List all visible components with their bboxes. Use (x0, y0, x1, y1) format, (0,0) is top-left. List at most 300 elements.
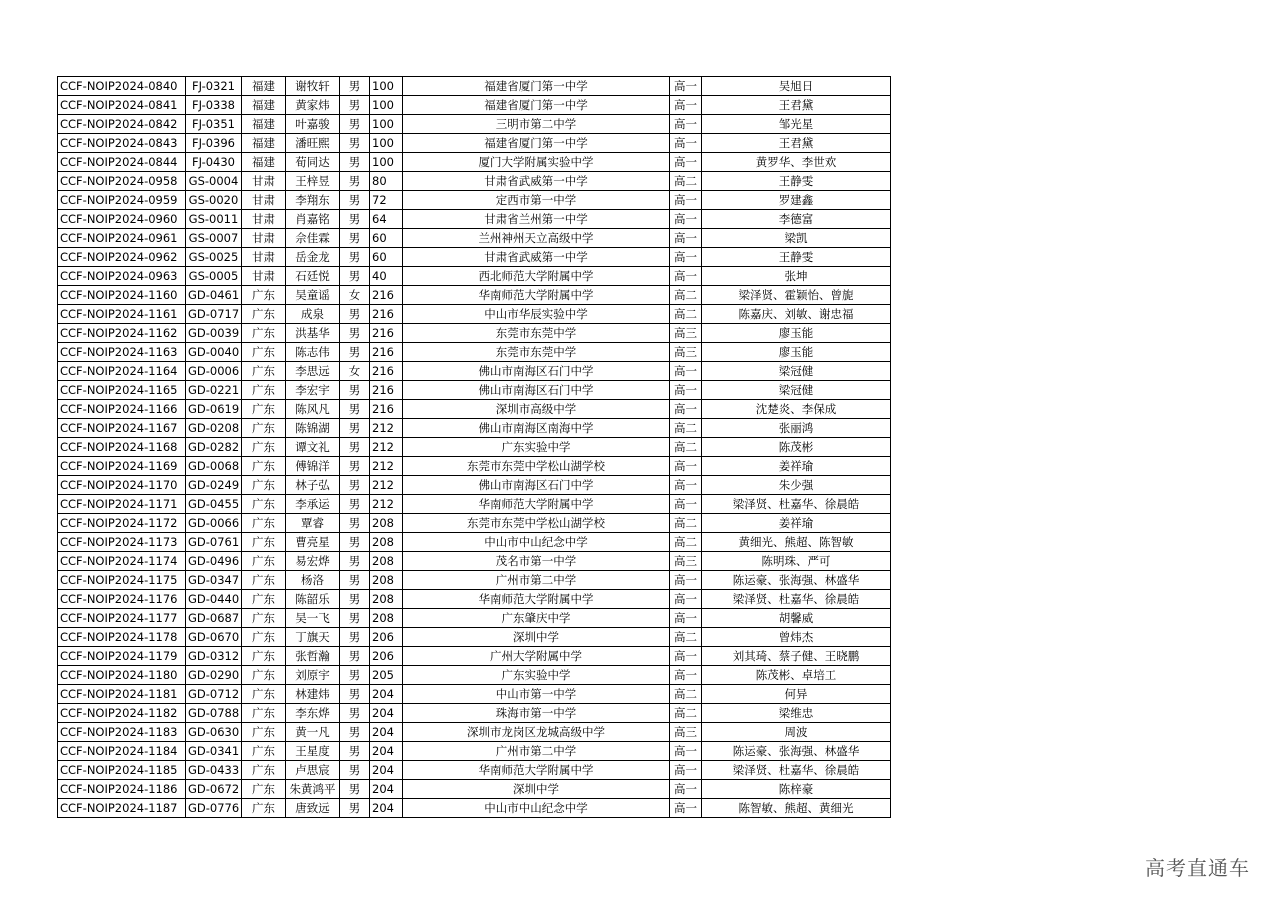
coach-cell: 邹光星 (702, 115, 891, 134)
student-name-cell: 丁旗天 (286, 628, 340, 647)
contestant-id-cell: CCF-NOIP2024-0962 (58, 248, 186, 267)
school-cell: 甘肃省兰州第一中学 (403, 210, 670, 229)
score-cell: 216 (370, 400, 403, 419)
gender-cell: 男 (340, 134, 370, 153)
registration-code-cell: GS-0007 (186, 229, 242, 248)
table-row (58, 134, 891, 153)
contestant-id-cell: CCF-NOIP2024-1169 (58, 457, 186, 476)
school-cell: 广州市第二中学 (403, 571, 670, 590)
gender-cell: 男 (340, 267, 370, 286)
grade-cell: 高一 (670, 400, 702, 419)
grade-cell: 高一 (670, 210, 702, 229)
grade-cell: 高二 (670, 286, 702, 305)
student-name-cell: 易宏烨 (286, 552, 340, 571)
coach-cell: 梁泽贤、杜嘉华、徐晨皓 (702, 495, 891, 514)
coach-cell: 周波 (702, 723, 891, 742)
school-cell: 珠海市第一中学 (403, 704, 670, 723)
gender-cell: 男 (340, 628, 370, 647)
school-cell: 中山市中山纪念中学 (403, 799, 670, 818)
school-cell: 东莞市东莞中学 (403, 343, 670, 362)
grade-cell: 高一 (670, 799, 702, 818)
province-cell: 广东 (242, 514, 286, 533)
coach-cell: 沈楚炎、李保成 (702, 400, 891, 419)
coach-cell: 陈智敏、熊超、黄细光 (702, 799, 891, 818)
registration-code-cell: GD-0312 (186, 647, 242, 666)
province-cell: 福建 (242, 153, 286, 172)
table-row (58, 172, 891, 191)
gender-cell: 男 (340, 780, 370, 799)
gender-cell: 男 (340, 153, 370, 172)
contestant-id-cell: CCF-NOIP2024-1171 (58, 495, 186, 514)
coach-cell: 姜祥瑜 (702, 457, 891, 476)
grade-cell: 高一 (670, 590, 702, 609)
score-cell: 204 (370, 685, 403, 704)
grade-cell: 高一 (670, 647, 702, 666)
school-cell: 福建省厦门第一中学 (403, 134, 670, 153)
score-cell: 212 (370, 476, 403, 495)
contestant-id-cell: CCF-NOIP2024-1181 (58, 685, 186, 704)
registration-code-cell: FJ-0430 (186, 153, 242, 172)
province-cell: 广东 (242, 419, 286, 438)
school-cell: 茂名市第一中学 (403, 552, 670, 571)
school-cell: 中山市中山纪念中学 (403, 533, 670, 552)
registration-code-cell: GS-0004 (186, 172, 242, 191)
student-name-cell: 陈风凡 (286, 400, 340, 419)
registration-code-cell: GD-0039 (186, 324, 242, 343)
student-name-cell: 李东烨 (286, 704, 340, 723)
gender-cell: 男 (340, 419, 370, 438)
province-cell: 福建 (242, 115, 286, 134)
contestant-id-cell: CCF-NOIP2024-1177 (58, 609, 186, 628)
province-cell: 广东 (242, 305, 286, 324)
coach-cell: 廖玉能 (702, 324, 891, 343)
gender-cell: 男 (340, 723, 370, 742)
score-cell: 60 (370, 248, 403, 267)
contestant-id-cell: CCF-NOIP2024-1174 (58, 552, 186, 571)
gender-cell: 男 (340, 647, 370, 666)
student-name-cell: 曹亮星 (286, 533, 340, 552)
score-cell: 208 (370, 552, 403, 571)
gender-cell: 女 (340, 362, 370, 381)
score-cell: 216 (370, 286, 403, 305)
school-cell: 深圳中学 (403, 628, 670, 647)
coach-cell: 罗建鑫 (702, 191, 891, 210)
registration-code-cell: GD-0341 (186, 742, 242, 761)
registration-code-cell: GD-0068 (186, 457, 242, 476)
grade-cell: 高二 (670, 419, 702, 438)
coach-cell: 吴旭日 (702, 77, 891, 96)
school-cell: 中山市华辰实验中学 (403, 305, 670, 324)
student-name-cell: 荀同达 (286, 153, 340, 172)
registration-code-cell: GD-0249 (186, 476, 242, 495)
province-cell: 甘肃 (242, 229, 286, 248)
student-name-cell: 陈韶乐 (286, 590, 340, 609)
contestant-id-cell: CCF-NOIP2024-0958 (58, 172, 186, 191)
table-row (58, 400, 891, 419)
school-cell: 佛山市南海区石门中学 (403, 381, 670, 400)
school-cell: 华南师范大学附属中学 (403, 761, 670, 780)
grade-cell: 高二 (670, 533, 702, 552)
grade-cell: 高二 (670, 438, 702, 457)
school-cell: 华南师范大学附属中学 (403, 495, 670, 514)
table-row (58, 780, 891, 799)
contestant-id-cell: CCF-NOIP2024-1168 (58, 438, 186, 457)
contestant-id-cell: CCF-NOIP2024-0840 (58, 77, 186, 96)
registration-code-cell: GS-0025 (186, 248, 242, 267)
gender-cell: 男 (340, 552, 370, 571)
contestant-id-cell: CCF-NOIP2024-1179 (58, 647, 186, 666)
grade-cell: 高一 (670, 761, 702, 780)
results-table-body (58, 77, 891, 818)
grade-cell: 高一 (670, 134, 702, 153)
grade-cell: 高一 (670, 191, 702, 210)
province-cell: 广东 (242, 286, 286, 305)
score-cell: 204 (370, 704, 403, 723)
score-cell: 212 (370, 457, 403, 476)
grade-cell: 高一 (670, 476, 702, 495)
student-name-cell: 叶嘉骏 (286, 115, 340, 134)
grade-cell: 高三 (670, 723, 702, 742)
gender-cell: 男 (340, 533, 370, 552)
results-table (57, 76, 891, 818)
score-cell: 216 (370, 381, 403, 400)
contestant-id-cell: CCF-NOIP2024-1184 (58, 742, 186, 761)
student-name-cell: 卢思宸 (286, 761, 340, 780)
registration-code-cell: FJ-0338 (186, 96, 242, 115)
school-cell: 甘肃省武威第一中学 (403, 172, 670, 191)
registration-code-cell: GD-0672 (186, 780, 242, 799)
province-cell: 甘肃 (242, 248, 286, 267)
contestant-id-cell: CCF-NOIP2024-0960 (58, 210, 186, 229)
gender-cell: 男 (340, 457, 370, 476)
province-cell: 广东 (242, 666, 286, 685)
school-cell: 定西市第一中学 (403, 191, 670, 210)
gender-cell: 男 (340, 305, 370, 324)
table-row (58, 666, 891, 685)
table-row (58, 552, 891, 571)
gender-cell: 男 (340, 476, 370, 495)
grade-cell: 高一 (670, 362, 702, 381)
province-cell: 福建 (242, 77, 286, 96)
coach-cell: 刘其琦、蔡子健、王晓鹏 (702, 647, 891, 666)
province-cell: 甘肃 (242, 267, 286, 286)
score-cell: 208 (370, 514, 403, 533)
table-row (58, 96, 891, 115)
table-row (58, 590, 891, 609)
contestant-id-cell: CCF-NOIP2024-1180 (58, 666, 186, 685)
student-name-cell: 吴童谣 (286, 286, 340, 305)
student-name-cell: 黄一凡 (286, 723, 340, 742)
score-cell: 100 (370, 96, 403, 115)
school-cell: 深圳市龙岗区龙城高级中学 (403, 723, 670, 742)
province-cell: 广东 (242, 438, 286, 457)
contestant-id-cell: CCF-NOIP2024-1160 (58, 286, 186, 305)
table-row (58, 305, 891, 324)
grade-cell: 高一 (670, 248, 702, 267)
gender-cell: 男 (340, 210, 370, 229)
table-row (58, 495, 891, 514)
score-cell: 80 (370, 172, 403, 191)
student-name-cell: 石廷悦 (286, 267, 340, 286)
registration-code-cell: FJ-0321 (186, 77, 242, 96)
grade-cell: 高三 (670, 324, 702, 343)
score-cell: 204 (370, 761, 403, 780)
grade-cell: 高一 (670, 267, 702, 286)
table-row (58, 476, 891, 495)
grade-cell: 高一 (670, 96, 702, 115)
table-row (58, 438, 891, 457)
grade-cell: 高一 (670, 153, 702, 172)
registration-code-cell: GD-0040 (186, 343, 242, 362)
grade-cell: 高一 (670, 495, 702, 514)
registration-code-cell: GD-0066 (186, 514, 242, 533)
table-row (58, 761, 891, 780)
coach-cell: 曾炜杰 (702, 628, 891, 647)
coach-cell: 陈梓豪 (702, 780, 891, 799)
registration-code-cell: GD-0630 (186, 723, 242, 742)
registration-code-cell: FJ-0396 (186, 134, 242, 153)
table-row (58, 286, 891, 305)
student-name-cell: 杨洛 (286, 571, 340, 590)
coach-cell: 何异 (702, 685, 891, 704)
grade-cell: 高一 (670, 571, 702, 590)
table-row (58, 267, 891, 286)
score-cell: 208 (370, 571, 403, 590)
student-name-cell: 林建炜 (286, 685, 340, 704)
coach-cell: 陈明珠、严可 (702, 552, 891, 571)
grade-cell: 高二 (670, 305, 702, 324)
grade-cell: 高二 (670, 704, 702, 723)
table-row (58, 647, 891, 666)
gender-cell: 男 (340, 666, 370, 685)
province-cell: 广东 (242, 685, 286, 704)
grade-cell: 高一 (670, 115, 702, 134)
score-cell: 100 (370, 153, 403, 172)
gender-cell: 男 (340, 571, 370, 590)
gender-cell: 男 (340, 438, 370, 457)
table-row (58, 324, 891, 343)
coach-cell: 陈运豪、张海强、林盛华 (702, 742, 891, 761)
score-cell: 206 (370, 628, 403, 647)
score-cell: 208 (370, 590, 403, 609)
score-cell: 100 (370, 115, 403, 134)
student-name-cell: 岳金龙 (286, 248, 340, 267)
contestant-id-cell: CCF-NOIP2024-1186 (58, 780, 186, 799)
student-name-cell: 黄家炜 (286, 96, 340, 115)
score-cell: 204 (370, 799, 403, 818)
registration-code-cell: GD-0461 (186, 286, 242, 305)
registration-code-cell: GD-0717 (186, 305, 242, 324)
coach-cell: 陈茂彬、卓培工 (702, 666, 891, 685)
contestant-id-cell: CCF-NOIP2024-1167 (58, 419, 186, 438)
province-cell: 广东 (242, 533, 286, 552)
school-cell: 广东实验中学 (403, 666, 670, 685)
province-cell: 甘肃 (242, 191, 286, 210)
grade-cell: 高一 (670, 742, 702, 761)
score-cell: 206 (370, 647, 403, 666)
student-name-cell: 李翔东 (286, 191, 340, 210)
school-cell: 广州大学附属中学 (403, 647, 670, 666)
contestant-id-cell: CCF-NOIP2024-1166 (58, 400, 186, 419)
score-cell: 72 (370, 191, 403, 210)
contestant-id-cell: CCF-NOIP2024-1165 (58, 381, 186, 400)
gender-cell: 男 (340, 77, 370, 96)
gender-cell: 男 (340, 115, 370, 134)
student-name-cell: 洪基华 (286, 324, 340, 343)
coach-cell: 张丽鸿 (702, 419, 891, 438)
school-cell: 西北师范大学附属中学 (403, 267, 670, 286)
registration-code-cell: GD-0619 (186, 400, 242, 419)
school-cell: 佛山市南海区石门中学 (403, 476, 670, 495)
school-cell: 深圳市高级中学 (403, 400, 670, 419)
score-cell: 204 (370, 723, 403, 742)
contestant-id-cell: CCF-NOIP2024-1164 (58, 362, 186, 381)
coach-cell: 梁凯 (702, 229, 891, 248)
grade-cell: 高二 (670, 514, 702, 533)
coach-cell: 梁泽贤、杜嘉华、徐晨皓 (702, 590, 891, 609)
grade-cell: 高一 (670, 609, 702, 628)
contestant-id-cell: CCF-NOIP2024-1175 (58, 571, 186, 590)
score-cell: 60 (370, 229, 403, 248)
student-name-cell: 唐致远 (286, 799, 340, 818)
table-row (58, 210, 891, 229)
province-cell: 广东 (242, 590, 286, 609)
coach-cell: 张坤 (702, 267, 891, 286)
score-cell: 212 (370, 438, 403, 457)
coach-cell: 王君黛 (702, 134, 891, 153)
contestant-id-cell: CCF-NOIP2024-1173 (58, 533, 186, 552)
province-cell: 广东 (242, 780, 286, 799)
school-cell: 东莞市东莞中学 (403, 324, 670, 343)
province-cell: 广东 (242, 609, 286, 628)
province-cell: 福建 (242, 134, 286, 153)
contestant-id-cell: CCF-NOIP2024-0842 (58, 115, 186, 134)
coach-cell: 廖玉能 (702, 343, 891, 362)
province-cell: 广东 (242, 324, 286, 343)
province-cell: 广东 (242, 476, 286, 495)
coach-cell: 梁冠健 (702, 381, 891, 400)
school-cell: 甘肃省武威第一中学 (403, 248, 670, 267)
table-row (58, 723, 891, 742)
contestant-id-cell: CCF-NOIP2024-1187 (58, 799, 186, 818)
registration-code-cell: GD-0496 (186, 552, 242, 571)
school-cell: 广州市第二中学 (403, 742, 670, 761)
province-cell: 广东 (242, 761, 286, 780)
province-cell: 甘肃 (242, 210, 286, 229)
coach-cell: 朱少强 (702, 476, 891, 495)
score-cell: 100 (370, 134, 403, 153)
table-row (58, 742, 891, 761)
registration-code-cell: GD-0455 (186, 495, 242, 514)
score-cell: 40 (370, 267, 403, 286)
contestant-id-cell: CCF-NOIP2024-1178 (58, 628, 186, 647)
coach-cell: 陈茂彬 (702, 438, 891, 457)
gender-cell: 男 (340, 799, 370, 818)
school-cell: 广东实验中学 (403, 438, 670, 457)
gender-cell: 男 (340, 400, 370, 419)
contestant-id-cell: CCF-NOIP2024-1182 (58, 704, 186, 723)
province-cell: 广东 (242, 628, 286, 647)
student-name-cell: 王梓昱 (286, 172, 340, 191)
coach-cell: 王静雯 (702, 248, 891, 267)
table-row (58, 191, 891, 210)
province-cell: 广东 (242, 647, 286, 666)
registration-code-cell: GD-0687 (186, 609, 242, 628)
school-cell: 兰州神州天立高级中学 (403, 229, 670, 248)
coach-cell: 梁冠健 (702, 362, 891, 381)
student-name-cell: 谭文礼 (286, 438, 340, 457)
school-cell: 东莞市东莞中学松山湖学校 (403, 514, 670, 533)
score-cell: 208 (370, 609, 403, 628)
contestant-id-cell: CCF-NOIP2024-1183 (58, 723, 186, 742)
gender-cell: 男 (340, 761, 370, 780)
registration-code-cell: GD-0282 (186, 438, 242, 457)
registration-code-cell: GD-0290 (186, 666, 242, 685)
watermark-text: 高考直通车 (1145, 856, 1250, 880)
score-cell: 64 (370, 210, 403, 229)
coach-cell: 陈运豪、张海强、林盛华 (702, 571, 891, 590)
grade-cell: 高一 (670, 77, 702, 96)
table-row (58, 229, 891, 248)
score-cell: 216 (370, 305, 403, 324)
contestant-id-cell: CCF-NOIP2024-1163 (58, 343, 186, 362)
grade-cell: 高一 (670, 666, 702, 685)
grade-cell: 高二 (670, 628, 702, 647)
province-cell: 广东 (242, 381, 286, 400)
province-cell: 广东 (242, 362, 286, 381)
registration-code-cell: GD-0208 (186, 419, 242, 438)
province-cell: 广东 (242, 723, 286, 742)
table-row (58, 457, 891, 476)
grade-cell: 高二 (670, 172, 702, 191)
gender-cell: 男 (340, 172, 370, 191)
contestant-id-cell: CCF-NOIP2024-1185 (58, 761, 186, 780)
grade-cell: 高三 (670, 343, 702, 362)
registration-code-cell: GS-0020 (186, 191, 242, 210)
gender-cell: 男 (340, 704, 370, 723)
gender-cell: 男 (340, 324, 370, 343)
student-name-cell: 佘佳霖 (286, 229, 340, 248)
school-cell: 华南师范大学附属中学 (403, 286, 670, 305)
coach-cell: 李德富 (702, 210, 891, 229)
student-name-cell: 张哲瀚 (286, 647, 340, 666)
contestant-id-cell: CCF-NOIP2024-0961 (58, 229, 186, 248)
student-name-cell: 朱黄鸿平 (286, 780, 340, 799)
registration-code-cell: GD-0433 (186, 761, 242, 780)
student-name-cell: 谢牧轩 (286, 77, 340, 96)
coach-cell: 姜祥瑜 (702, 514, 891, 533)
school-cell: 中山市第一中学 (403, 685, 670, 704)
registration-code-cell: GS-0011 (186, 210, 242, 229)
coach-cell: 王静雯 (702, 172, 891, 191)
grade-cell: 高一 (670, 780, 702, 799)
student-name-cell: 陈锦湖 (286, 419, 340, 438)
coach-cell: 胡馨威 (702, 609, 891, 628)
contestant-id-cell: CCF-NOIP2024-1176 (58, 590, 186, 609)
student-name-cell: 吴一飞 (286, 609, 340, 628)
registration-code-cell: GD-0670 (186, 628, 242, 647)
registration-code-cell: GD-0221 (186, 381, 242, 400)
table-row (58, 381, 891, 400)
school-cell: 东莞市东莞中学松山湖学校 (403, 457, 670, 476)
province-cell: 甘肃 (242, 172, 286, 191)
school-cell: 三明市第二中学 (403, 115, 670, 134)
contestant-id-cell: CCF-NOIP2024-0841 (58, 96, 186, 115)
gender-cell: 男 (340, 590, 370, 609)
registration-code-cell: GD-0712 (186, 685, 242, 704)
registration-code-cell: GD-0776 (186, 799, 242, 818)
province-cell: 广东 (242, 552, 286, 571)
